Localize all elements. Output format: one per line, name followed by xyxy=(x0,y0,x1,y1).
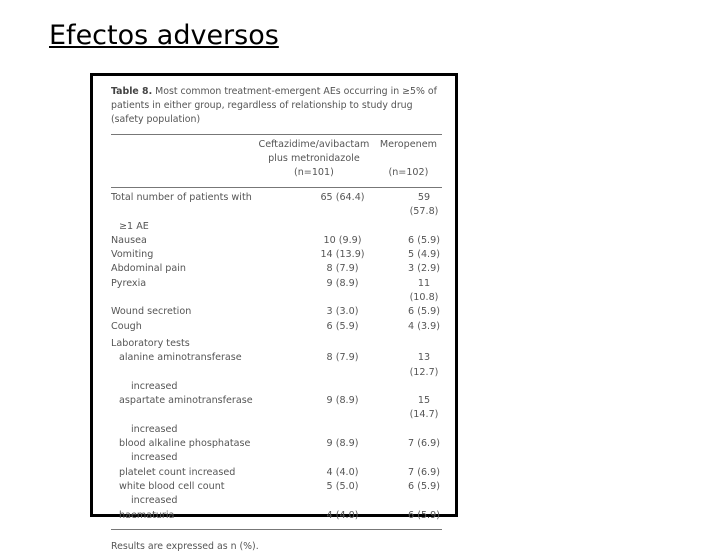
table-panel xyxy=(93,76,455,552)
header-meropenem-line1: Meropenem xyxy=(379,139,437,150)
header-meropenem xyxy=(375,135,442,185)
table-row xyxy=(111,394,442,423)
header-ceftazidime xyxy=(253,135,375,185)
row-value-meropenem: 59 (57.8) xyxy=(409,192,439,218)
row-value-ceftazidime xyxy=(279,451,406,465)
row-label: Wound secretion xyxy=(111,306,192,318)
row-label: Total number of patients with xyxy=(111,192,252,203)
row-value-meropenem xyxy=(406,380,442,394)
adverse-events-table xyxy=(111,191,442,523)
row-value-meropenem: 15 (14.7) xyxy=(409,395,439,421)
caption-label: Table 8. xyxy=(111,86,153,97)
row-value-ceftazidime: 9 (8.9) xyxy=(326,277,359,289)
row-value-ceftazidime: 8 (7.9) xyxy=(326,352,359,364)
row-label: increased xyxy=(131,452,178,464)
row-label: Abdominal pain xyxy=(111,263,187,275)
row-value-ceftazidime xyxy=(279,380,406,394)
table-row xyxy=(111,451,442,465)
row-label: platelet count increased xyxy=(119,466,236,478)
row-value-ceftazidime: 10 (9.9) xyxy=(323,234,362,246)
row-value-ceftazidime: 8 (7.9) xyxy=(326,263,359,275)
row-value-ceftazidime: 3 (3.0) xyxy=(326,306,359,318)
row-value-meropenem: 6 (5.9) xyxy=(408,306,440,318)
row-label: Laboratory tests xyxy=(111,337,190,349)
row-label: aspartate aminotransferase xyxy=(119,395,253,407)
table-row xyxy=(111,480,442,494)
row-label: Vomiting xyxy=(111,249,154,261)
row-value-meropenem: 6 (5.9) xyxy=(408,234,440,246)
row-value-meropenem: 4 (3.9) xyxy=(408,320,440,332)
row-label: alanine aminotransferase xyxy=(119,352,242,364)
table-row xyxy=(111,320,442,334)
header-blank xyxy=(111,135,253,185)
row-value-meropenem: 11 (10.8) xyxy=(409,277,439,304)
row-label: blood alkaline phosphatase xyxy=(119,438,251,450)
row-value-ceftazidime: 9 (8.9) xyxy=(326,395,359,407)
row-value-ceftazidime: 6 (5.9) xyxy=(326,320,359,332)
row-value-ceftazidime: 14 (13.9) xyxy=(320,249,365,261)
row-label: haematuria xyxy=(119,509,175,521)
row-value-ceftazidime: 4 (4.0) xyxy=(326,509,359,521)
row-value-meropenem: 6 (5.9) xyxy=(408,509,440,521)
row-label: Cough xyxy=(111,320,142,332)
row-value-meropenem xyxy=(406,334,442,351)
row-label: increased xyxy=(131,380,178,392)
table-image-frame xyxy=(90,73,458,552)
table-row xyxy=(111,248,442,262)
table-row xyxy=(111,234,442,248)
row-label: Nausea xyxy=(111,234,147,246)
header-rule xyxy=(111,187,442,188)
row-value-meropenem: 3 (2.9) xyxy=(408,263,440,275)
table-footnote: Results are expressed as n (%). xyxy=(111,540,259,552)
row-value-ceftazidime: 4 (4.0) xyxy=(326,466,359,478)
header-ceftazidime-line1: Ceftazidime/avibactam xyxy=(258,139,370,150)
table-header xyxy=(111,135,442,185)
row-value-meropenem xyxy=(406,423,442,437)
header-meropenem-line2 xyxy=(375,152,442,166)
header-ceftazidime-line2: plus metronidazole xyxy=(268,153,360,164)
table-row xyxy=(111,351,442,380)
row-value-meropenem xyxy=(406,451,442,465)
row-value-ceftazidime: 9 (8.9) xyxy=(326,438,359,450)
header-ceftazidime-line3: (n=101) xyxy=(293,167,334,178)
row-value-meropenem: 7 (6.9) xyxy=(408,466,440,478)
row-value-meropenem: 5 (4.9) xyxy=(408,249,440,261)
row-label: increased xyxy=(131,423,178,435)
table-row xyxy=(111,509,442,523)
row-value-meropenem: 7 (6.9) xyxy=(408,438,440,450)
row-value-ceftazidime xyxy=(279,334,406,351)
row-value-meropenem: 6 (5.9) xyxy=(408,480,440,492)
header-meropenem-line3: (n=102) xyxy=(388,167,429,178)
row-value-meropenem xyxy=(406,494,442,508)
table-row xyxy=(111,423,442,437)
bottom-rule xyxy=(111,529,442,530)
row-label: Pyrexia xyxy=(111,277,147,289)
row-value-meropenem: 13 (12.7) xyxy=(409,352,439,378)
table-row xyxy=(111,466,442,480)
row-value-ceftazidime: 5 (5.0) xyxy=(326,480,359,492)
table-row xyxy=(111,191,442,220)
table-row xyxy=(111,334,442,351)
caption-text: Most common treatment-emergent AEs occurring in ≥5% of patients in either group, regardless of relationship to study drug (safety population) xyxy=(111,86,437,125)
row-value-ceftazidime xyxy=(279,494,406,508)
table-row xyxy=(111,262,442,276)
table-row xyxy=(111,220,442,234)
row-label: ≥1 AE xyxy=(119,220,149,232)
row-value-meropenem xyxy=(406,220,442,234)
table-row xyxy=(111,277,442,306)
table-row xyxy=(111,437,442,451)
row-value-ceftazidime xyxy=(279,423,406,437)
table-row xyxy=(111,494,442,508)
table-caption xyxy=(111,85,438,127)
row-label: increased xyxy=(131,495,178,507)
row-label: white blood cell count xyxy=(119,480,225,492)
table-row xyxy=(111,380,442,394)
table-row xyxy=(111,305,442,319)
row-value-ceftazidime xyxy=(279,220,406,234)
row-value-ceftazidime: 65 (64.4) xyxy=(320,192,365,203)
slide-title: Efectos adversos xyxy=(49,20,279,51)
